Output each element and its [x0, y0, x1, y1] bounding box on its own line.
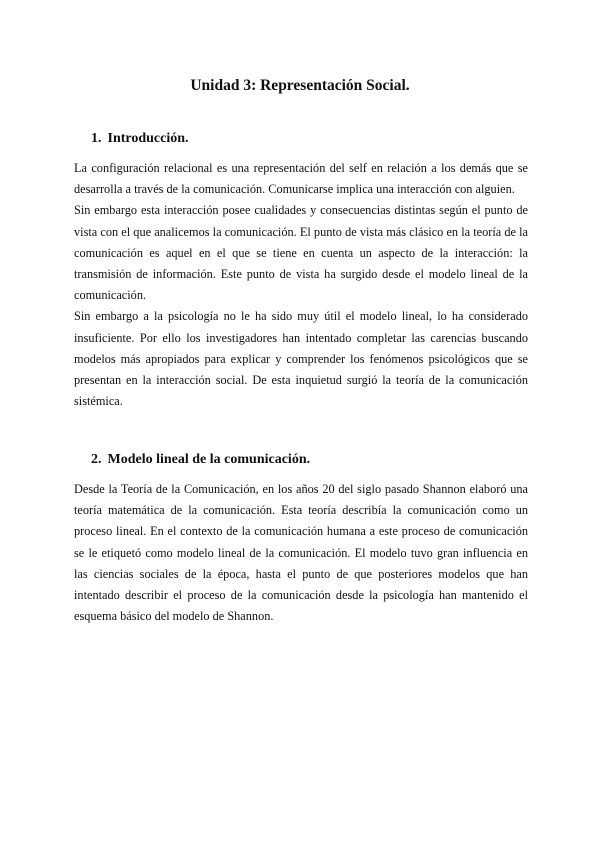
section-heading: [91, 450, 528, 470]
section-number: 2.: [91, 452, 102, 467]
section-number: 1.: [91, 131, 102, 146]
section-heading-text: Introducción.: [107, 131, 189, 146]
paragraph: La configuración relacional es una representación del self en relación a los demás que se desarrolla a través de la comunicación. Comunicarse implica una interacción con alguien.: [74, 161, 528, 197]
paragraph: Desde la Teoría de la Comunicación, en los años 20 del siglo pasado Shannon elaboró una teoría matemática de la comunicación. Esta teoría describía la comunicación como un proceso lineal. En el contexto de la comunicación humana a este proceso de comunicación se le etiquetó como modelo lineal de la comunicación. El modelo tuvo gran influencia en las ciencias sociales de la época, hasta el punto de que posteriores modelos que han intentado describir el proceso de la comunicación desde la psicología han mantenido el esquema básico del modelo de Shannon.: [74, 482, 528, 624]
paragraph: Sin embargo esta interacción posee cualidades y consecuencias distintas según el punto de vista con el que analicemos la comunicación. El punto de vista más clásico en la teoría de la comunicación es aquel en el que se tiene en cuenta un aspecto de la interacción: la transmisión de información. Este punto de vista ha surgido desde el modelo lineal de la comunicación.: [74, 203, 528, 303]
section-modelo-lineal: [74, 450, 528, 627]
section-heading: [91, 129, 528, 149]
page-title: Unidad 3: Representación Social.: [190, 77, 410, 94]
section-heading-text: Modelo lineal de la comunicación.: [107, 452, 311, 467]
section-introduccion: [74, 129, 528, 412]
paragraph: Sin embargo a la psicología no le ha sido muy útil el modelo lineal, lo ha considerado insuficiente. Por ello los investigadores han intentado completar las carencias buscando modelos más apropiados para explicar y comprender los fenómenos psicológicos que se presentan en la interacción social. De esta inquietud surgió la teoría de la comunicación sistémica.: [74, 309, 528, 409]
